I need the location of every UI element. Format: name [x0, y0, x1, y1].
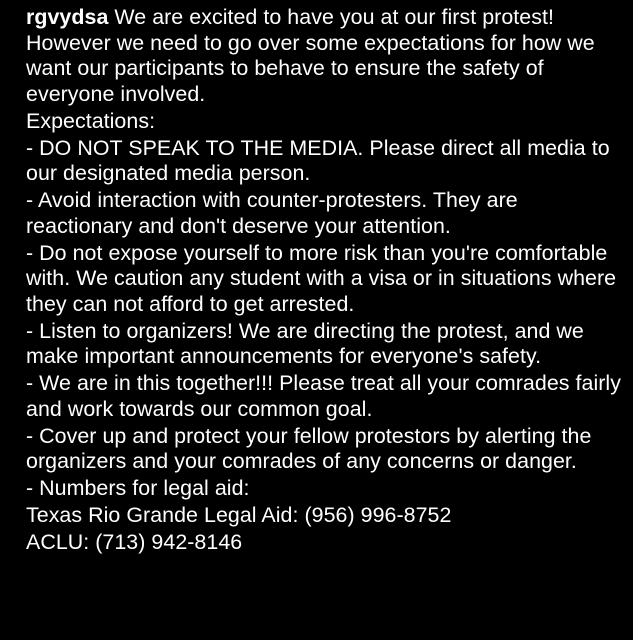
legal-aid-texas-rio-grande: Texas Rio Grande Legal Aid: (956) 996-8752 — [26, 503, 452, 527]
post-caption — [26, 5, 630, 556]
expectation-item-media: - DO NOT SPEAK TO THE MEDIA. Please direct all media to our designated media person. — [26, 135, 610, 185]
caption-intro — [26, 5, 630, 107]
expectation-item-organizers: - Listen to organizers! We are directing the protest, and we make important announcements for everyone's safety. — [26, 318, 584, 368]
username-link[interactable]: rgvydsa — [26, 5, 109, 29]
expectation-item-counter-protesters: - Avoid interaction with counter-protesters. They are reactionary and don't deserve your attention. — [26, 188, 518, 238]
expectation-item-legal-aid: - Numbers for legal aid: — [26, 476, 250, 500]
expectation-item-together: - We are in this together!!! Please treat all your comrades fairly and work towards our common goal. — [26, 371, 621, 421]
expectation-item-risk: - Do not expose yourself to more risk than you're comfortable with. We caution any student with a visa or in situations where they can not afford to get arrested. — [26, 240, 617, 316]
legal-aid-aclu: ACLU: (713) 942-8146 — [26, 530, 243, 554]
expectations-heading: Expectations: — [26, 108, 156, 133]
expectation-item-protect: - Cover up and protect your fellow protestors by alerting the organizers and your comrades of any concerns or danger. — [26, 423, 592, 473]
caption-intro-text: We are excited to have you at our first protest! However we need to go over some expectations for how we want our participants to behave to ensure the safety of everyone involved. — [26, 5, 595, 106]
